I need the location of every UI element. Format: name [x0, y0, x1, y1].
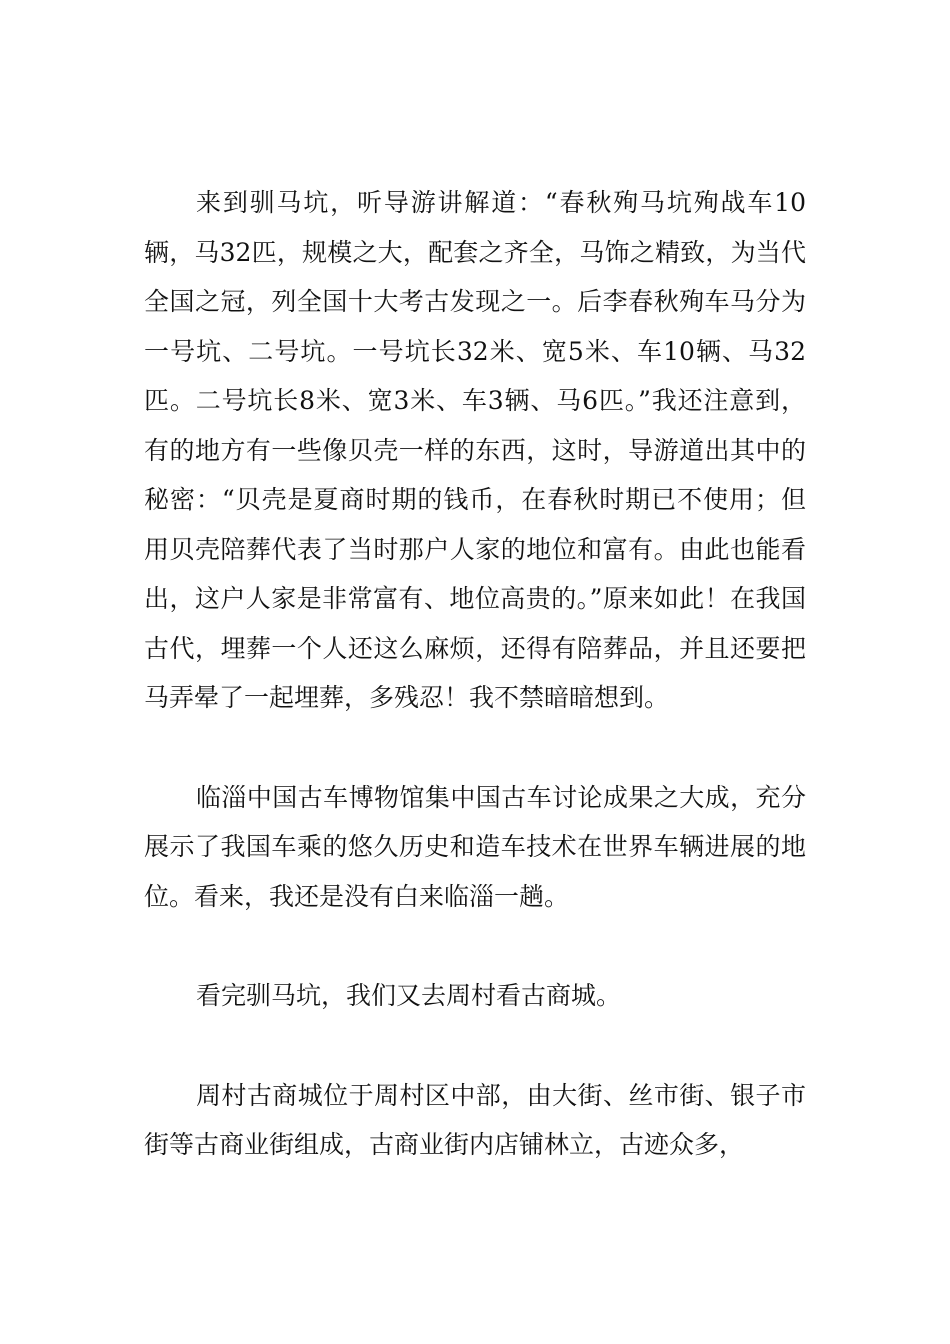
paragraph-chariot-museum: 临淄中国古车博物馆集中国古车讨论成果之大成，充分展示了我国车乘的悠久历史和造车技术在世界车辆进展的地位。看来，我还是没有白来临淄一趟。: [144, 782, 806, 911]
paragraph-horse-pit: 来到驯马坑，听导游讲解道：“春秋殉马坑殉战车10辆，马32匹，规模之大，配套之齐全，马饰之精致，为当代全国之冠，列全国十大考古发现之一。后李春秋殉车马分为一号坑、二号坑。一号坑长32米、宽5米、车10辆、马32匹。二号坑长8米、宽3米、车3辆、马6匹。”我还注意到，有的地方有一些像贝壳一样的东西，这时，导游道出其中的秘密：“贝壳是夏商时期的钱币，在春秋时期已不使用；但用贝壳陪葬代表了当时那户人家的地位和富有。由此也能看出，这户人家是非常富有、地位高贵的。”原来如此！在我国古代，埋葬一个人还这么麻烦，还得有陪葬品，并且还要把马弄晕了一起埋葬，多残忍！我不禁暗暗想到。: [144, 188, 806, 712]
document-body: [144, 178, 806, 1170]
paragraph-ancient-commercial-city: 周村古商城位于周村区中部，由大街、丝市街、银子市街等古商业街组成，古商业街内店铺林立，古迹众多，: [144, 1080, 806, 1159]
paragraph-visit-zhoucun: 看完驯马坑，我们又去周村看古商城。: [196, 981, 622, 1010]
